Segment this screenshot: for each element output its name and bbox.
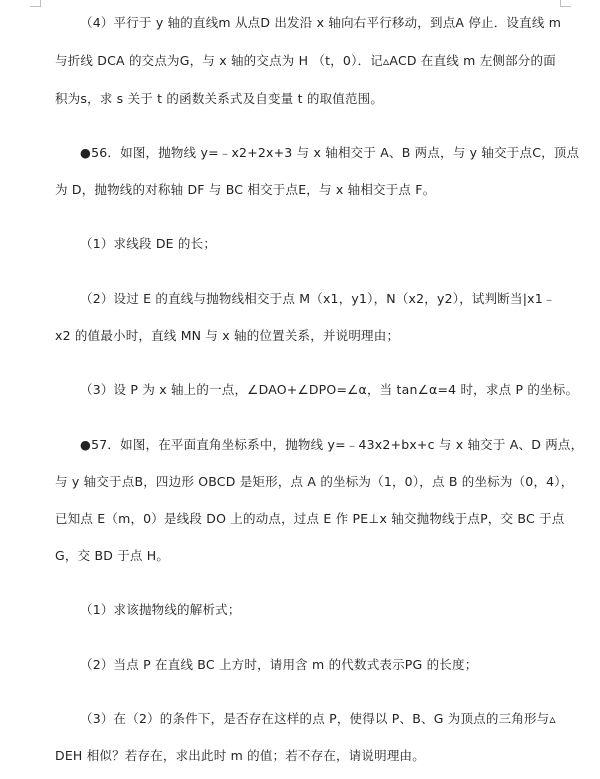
text-line: x2 的值最小时，直线 MN 与 x 轴的位置关系，并说明理由； bbox=[55, 328, 400, 343]
text-line: （4）平行于 y 轴的直线m 从点D 出发沿 x 轴向右平行移动，到点A 停止．设直线 m bbox=[80, 15, 562, 30]
text-line: 与折线 DCA 的交点为G，与 x 轴的交点为 H （t，0）．记▵ACD 在直线 m 左侧部分的面 bbox=[55, 53, 556, 68]
text-line: 与 y 轴交于点B，四边形 OBCD 是矩形，点 A 的坐标为（1，0），点 B 的坐标为（0，4）， bbox=[55, 474, 574, 489]
text-line: （2）设过 E 的直线与抛物线相交于点 M（x1，y1），N（x2，y2），试判断当|x1﹣ bbox=[80, 291, 556, 306]
text-line: （1）求该抛物线的解析式； bbox=[80, 602, 241, 617]
text-line: （1）求线段 DE 的长； bbox=[80, 236, 217, 251]
text-line: （3）设 P 为 x 轴上的一点，∠DAO+∠DPO=∠α，当 tan∠α=4 时，求点 P 的坐标。 bbox=[80, 382, 579, 397]
text-line: ●56．如图，抛物线 y=﹣x2+2x+3 与 x 轴相交于 A、B 两点，与 y 轴交于点C，顶点 bbox=[80, 145, 580, 160]
text-line: ●57．如图，在平面直角坐标系中，抛物线 y=﹣43x2+bx+c 与 x 轴交于 A、D 两点， bbox=[80, 437, 584, 452]
text-line: G，交 BD 于点 H。 bbox=[55, 548, 170, 563]
text-line: DEH 相似？若存在，求出此时 m 的值；若不存在，请说明理由。 bbox=[55, 748, 425, 763]
text-line: （2）当点 P 在直线 BC 上方时，请用含 m 的代数式表示PG 的长度； bbox=[80, 657, 478, 672]
text-line: （3）在（2）的条件下，是否存在这样的点 P，使得以 P、B、G 为顶点的三角形与▵ bbox=[80, 711, 556, 726]
text-line: 已知点 E（m，0）是线段 DO 上的动点，过点 E 作 PE⊥x 轴交抛物线于点P，交 BC 于点 bbox=[55, 511, 565, 526]
page-corner-mark-left bbox=[30, 0, 41, 7]
page-corner-mark-right bbox=[560, 0, 571, 7]
text-line: 为 D，抛物线的对称轴 DF 与 BC 相交于点E，与 x 轴相交于点 F。 bbox=[55, 182, 436, 197]
text-line: 积为s，求 s 关于 t 的函数关系式及自变量 t 的取值范围。 bbox=[55, 91, 384, 106]
